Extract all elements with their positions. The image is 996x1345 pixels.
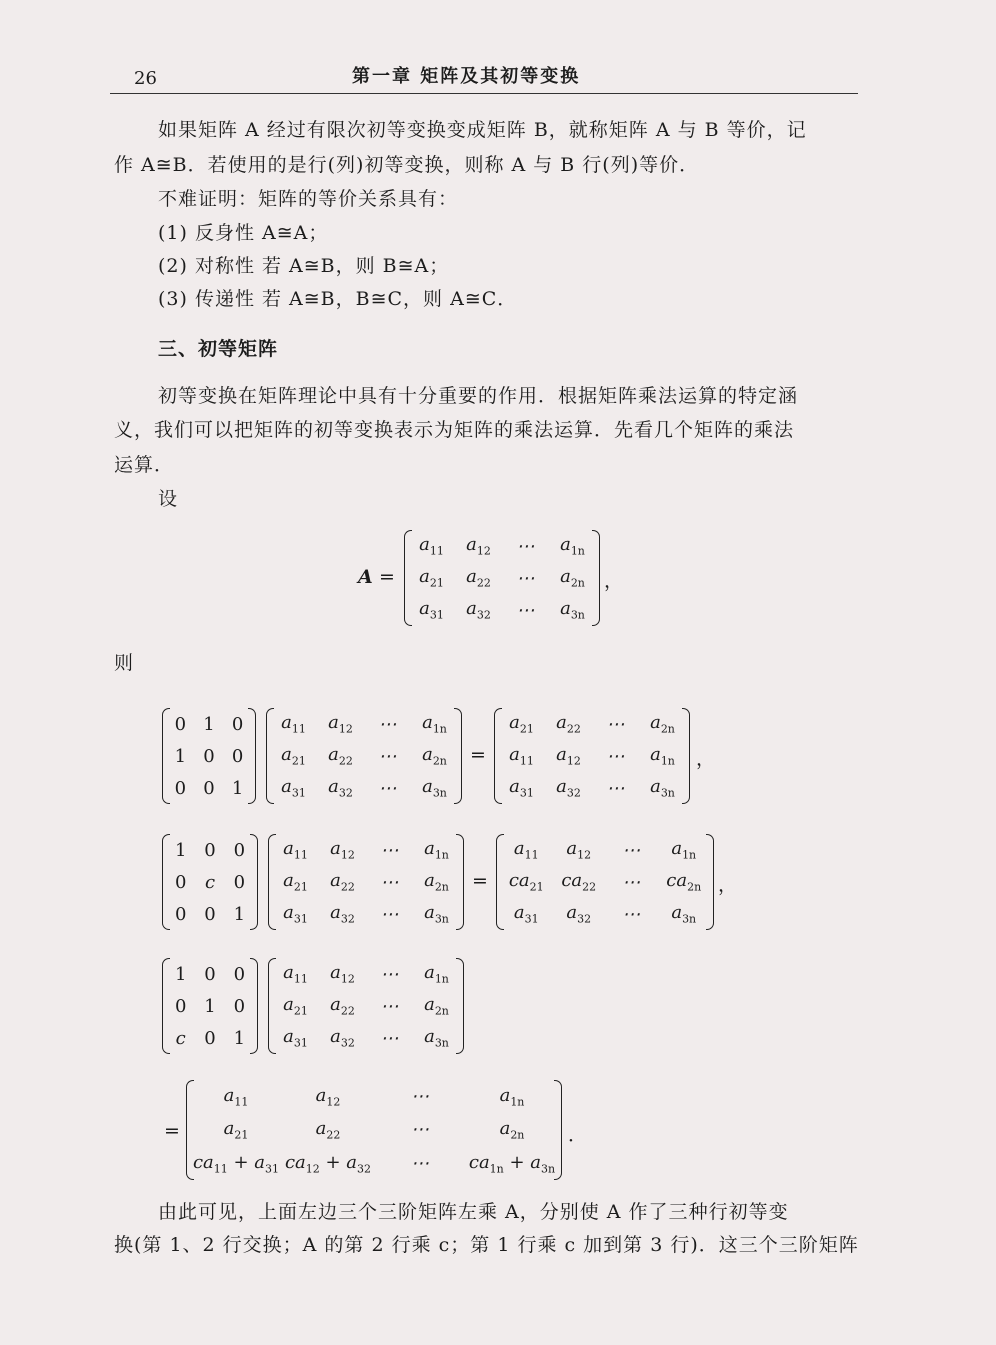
matrix-entry: 1 [174,839,187,861]
matrix-entry: $a_{21}$ [283,870,308,894]
chapter-title: 第一章 矩阵及其初等变换 [352,66,581,87]
matrix-entry: 1 [204,995,216,1017]
result-matrix-swap [494,708,690,804]
matrix-entry: ⋯ [516,567,535,589]
matrix-entry: $a_{31}$ [419,598,444,622]
matrix-entry: 0 [203,745,215,767]
right-bracket [248,708,256,804]
matrix-entry: ⋯ [411,1119,429,1141]
elementary-matrix-add [162,958,258,1054]
comma: ， [604,570,624,592]
comma: ， [696,748,716,770]
matrix-entry: $a_{2n}$ [650,712,675,736]
right-bracket [592,530,600,626]
matrix-entry: ⋯ [516,599,535,621]
matrix-entry: $a_{21}$ [281,744,306,768]
matrix-entry: ⋯ [606,745,625,767]
matrix-a [268,958,464,1054]
matrix-entry: ⋯ [378,745,397,767]
right-bracket [454,708,462,804]
matrix-entry: $a_{1n}$ [424,838,449,862]
matrix-entry: 1 [233,1027,246,1049]
matrix-entry: 0 [174,995,187,1017]
para3-line1: 由此可见，上面左边三个三阶矩阵左乘 A，分别使 A 作了三种行初等变 [158,1201,789,1223]
para1-line2: 作 A≅B．若使用的是行(列)初等变换，则称 A 与 B 行(列)等价． [114,154,700,176]
matrix-a-label: A [358,566,373,588]
matrix-entry: $a_{32}$ [328,776,353,800]
matrix-entry: $a_{11}$ [509,744,534,768]
equals-sign: = [470,744,486,766]
matrix-entry: 0 [174,777,187,799]
right-bracket [706,834,714,930]
matrix-entry: 0 [204,963,216,985]
result-matrix-scale [496,834,714,930]
matrix-entry: $a_{31}$ [513,902,539,926]
para1-line1: 如果矩阵 A 经过有限次初等变换变成矩阵 B，就称矩阵 A 与 B 等价，记 [158,119,807,141]
matrix-entry: 0 [233,995,246,1017]
matrix-entry: $a_{2n}$ [424,994,449,1018]
matrix-entry: ⋯ [622,839,641,861]
matrix-entry: 1 [174,745,187,767]
matrix-entry: $a_{1n}$ [499,1084,525,1109]
matrix-entry: $a_{12}$ [556,744,581,768]
matrix-entry: $a_{31}$ [281,776,306,800]
matrix-entry: $a_{11}$ [223,1084,249,1109]
equals-sign: = [164,1120,180,1142]
matrix-entry: $a_{21}$ [223,1118,249,1142]
matrix-entry: $a_{32}$ [330,902,355,926]
matrix-entry: ⋯ [380,839,399,861]
right-bracket [250,834,258,930]
matrix-entry: 1 [233,903,246,925]
matrix-entry: $a_{22}$ [328,744,353,768]
matrix-entry: $a_{11}$ [513,838,539,862]
matrix-entry: $a_{12}$ [315,1084,341,1109]
para2-line3: 运算． [114,454,175,476]
para2-line2: 义，我们可以把矩阵的初等变换表示为矩阵的乘法运算．先看几个矩阵的乘法 [114,419,795,441]
header-rule [110,93,858,94]
right-bracket [682,708,690,804]
matrix-entry: ⋯ [622,871,641,893]
right-bracket [250,958,258,1054]
matrix-entry: 0 [233,963,246,985]
matrix-entry: $a_{22}$ [315,1118,341,1142]
matrix-entry: $ca_{2n}$ [666,870,702,894]
matrix-entry: ⋯ [622,903,641,925]
matrix-entry: $ca_{21}$ [508,870,544,894]
matrix-entry: $a_{2n}$ [422,744,447,768]
matrix-entry: 0 [174,871,187,893]
matrix-entry: ⋯ [380,1027,399,1049]
matrix-entry: $a_{3n}$ [424,1026,449,1050]
matrix-entry: $ca_{22}$ [561,870,597,894]
matrix-entry: 0 [204,903,216,925]
matrix-entry: $a_{32}$ [566,902,592,926]
matrix-entry: 1 [174,963,187,985]
right-bracket [456,834,464,930]
matrix-entry: $a_{3n}$ [671,902,697,926]
matrix-entry: c [204,871,216,893]
matrix-entry: 0 [233,871,246,893]
matrix-entry: $a_{2n}$ [499,1118,525,1142]
matrix-entry: $a_{31}$ [283,902,308,926]
matrix-entry: $a_{3n}$ [560,598,585,622]
matrix-entry: 0 [204,1027,216,1049]
matrix-entry: $a_{12}$ [466,534,491,558]
matrix-entry: ⋯ [606,777,625,799]
matrix-entry: 1 [203,713,215,735]
matrix-entry: $a_{3n}$ [422,776,447,800]
matrix-entry: $ca_{11} + a_{31}$ [192,1151,280,1176]
matrix-entry: $a_{11}$ [283,962,308,986]
matrix-entry: $ca_{12} + a_{32}$ [284,1151,372,1176]
matrix-entry: $a_{11}$ [281,712,306,736]
property-reflexive: (1) 反身性 A≅A； [158,222,329,244]
matrix-entry: 0 [231,745,244,767]
matrix-entry: ⋯ [606,713,625,735]
matrix-entry: ⋯ [411,1086,429,1108]
result-matrix-add [186,1080,562,1180]
matrix-entry: 0 [231,713,244,735]
matrix-entry: $a_{22}$ [466,566,491,590]
elementary-matrix-scale [162,834,258,930]
matrix-entry: $a_{2n}$ [560,566,585,590]
property-transitive: (3) 传递性 若 A≅B，B≅C，则 A≅C． [158,288,518,310]
matrix-entry: $a_{1n}$ [424,962,449,986]
let-word: 设 [158,488,179,510]
matrix-entry: 0 [204,839,216,861]
matrix-entry: $a_{1n}$ [422,712,447,736]
para2-line1: 初等变换在矩阵理论中具有十分重要的作用．根据矩阵乘法运算的特定涵 [158,385,799,407]
matrix-a [404,530,600,626]
matrix-entry: $a_{12}$ [328,712,353,736]
matrix-entry: $a_{11}$ [283,838,308,862]
matrix-entry: $a_{31}$ [283,1026,308,1050]
matrix-entry: $a_{3n}$ [424,902,449,926]
matrix-entry: $a_{32}$ [466,598,491,622]
matrix-entry: ⋯ [380,995,399,1017]
matrix-entry: $a_{22}$ [556,712,581,736]
right-bracket [554,1080,562,1180]
matrix-entry: 0 [233,839,246,861]
matrix-entry: $ca_{1n} + a_{3n}$ [468,1151,556,1176]
properties-intro: 不难证明：矩阵的等价关系具有： [158,188,459,210]
matrix-entry: $a_{21}$ [283,994,308,1018]
matrix-entry: 1 [231,777,244,799]
matrix-entry: ⋯ [378,777,397,799]
matrix-entry: $a_{31}$ [509,776,534,800]
equals-sign: = [472,870,488,892]
matrix-entry: $a_{3n}$ [650,776,675,800]
matrix-entry: ⋯ [380,903,399,925]
period: ． [568,1124,588,1146]
matrix-entry: $a_{1n}$ [671,838,697,862]
matrix-entry: ⋯ [516,535,535,557]
matrix-entry: $a_{21}$ [509,712,534,736]
matrix-entry: $a_{1n}$ [560,534,585,558]
equals-sign: = [379,566,395,588]
matrix-entry: $a_{32}$ [330,1026,355,1050]
matrix-entry: c [175,1027,186,1049]
matrix-entry: $a_{22}$ [330,870,355,894]
then-word: 则 [114,652,135,674]
elementary-matrix-swap [162,708,256,804]
property-symmetric: (2) 对称性 若 A≅B，则 B≅A； [158,255,450,277]
matrix-entry: $a_{2n}$ [424,870,449,894]
matrix-entry: $a_{12}$ [330,962,355,986]
section-heading: 三、初等矩阵 [158,338,279,360]
matrix-entry: $a_{22}$ [330,994,355,1018]
matrix-a [266,708,462,804]
matrix-entry: $a_{12}$ [566,838,592,862]
matrix-entry: ⋯ [380,871,399,893]
matrix-entry: $a_{32}$ [556,776,581,800]
matrix-entry: 0 [174,713,187,735]
matrix-entry: $a_{12}$ [330,838,355,862]
comma: ， [718,874,738,896]
matrix-entry: ⋯ [380,963,399,985]
matrix-entry: 0 [174,903,187,925]
para3-line2: 换(第 1、2 行交换；A 的第 2 行乘 c；第 1 行乘 c 加到第 3 行)．这三个三阶矩阵 [114,1234,859,1256]
matrix-a [268,834,464,930]
matrix-entry: $a_{1n}$ [650,744,675,768]
page-number: 26 [134,68,157,89]
right-bracket [456,958,464,1054]
matrix-entry: ⋯ [411,1152,429,1174]
matrix-entry: $a_{11}$ [419,534,444,558]
matrix-entry: ⋯ [378,713,397,735]
matrix-entry: $a_{21}$ [419,566,444,590]
matrix-entry: 0 [203,777,215,799]
